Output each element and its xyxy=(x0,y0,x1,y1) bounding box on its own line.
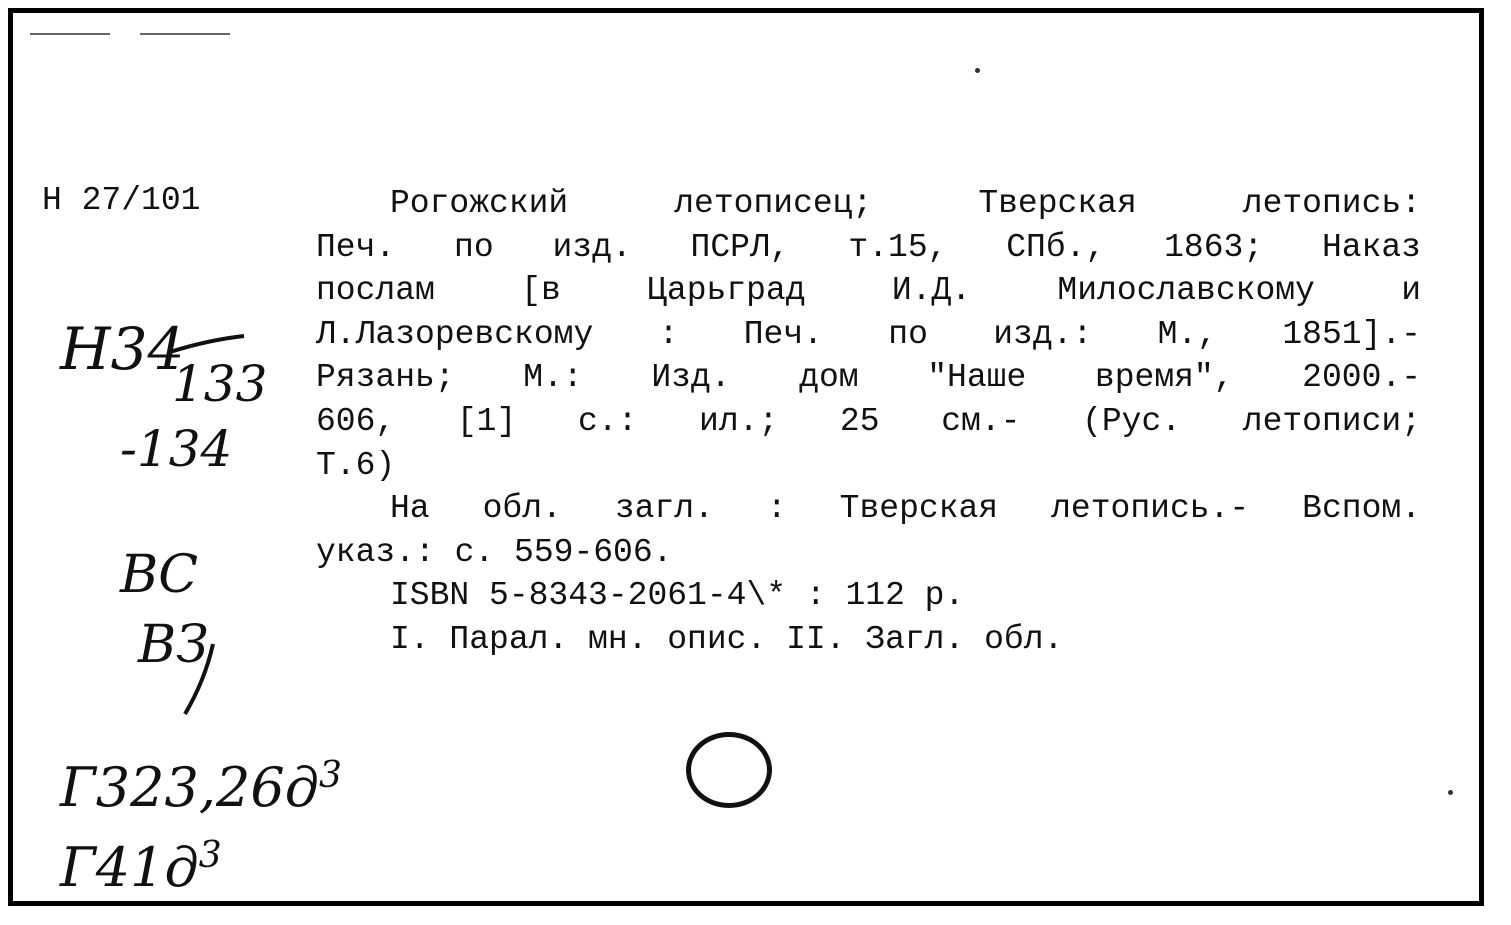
description-line: 606, [1] с.: ил.; 25 см.- (Рус. летописи; xyxy=(316,402,1421,440)
description-line: указ.: с. 559-606. xyxy=(316,533,673,571)
class-text: Г41д xyxy=(60,836,199,899)
handwritten-number: -134 xyxy=(120,420,233,478)
description-line: Рогожский летописец; Тверская летопись: xyxy=(390,185,1421,222)
description-line: Печ. по изд. ПСРЛ, т.15, СПб., 1863; Наказ xyxy=(316,228,1421,266)
handwritten-tail xyxy=(175,640,225,720)
description-line: I. Парал. мн. опис. II. Загл. обл. xyxy=(390,620,1064,658)
punch-hole-icon xyxy=(686,732,772,808)
scan-noise xyxy=(30,33,110,35)
shelf-mark: Н 27/101 xyxy=(42,182,201,219)
handwritten-class xyxy=(60,755,342,819)
scan-noise xyxy=(140,33,230,35)
description-line: ISBN 5-8343-2061-4\* : 112 р. xyxy=(390,577,965,615)
handwritten-mark: ВЗ xyxy=(138,615,209,675)
scan-noise xyxy=(1448,790,1453,795)
scan-noise xyxy=(975,68,980,73)
bibliographic-description xyxy=(316,182,1421,662)
description-line: Рязань; М.: Изд. дом "Наше время", 2000.- xyxy=(316,359,1421,397)
handwritten-mark: ВС xyxy=(120,545,198,605)
description-line: Т.6) xyxy=(316,446,396,484)
class-sup: 3 xyxy=(198,835,222,876)
handwritten-code: Н34 xyxy=(60,315,185,383)
description-line: На обл. загл. : Тверская летопись.- Вспом. xyxy=(390,490,1421,528)
class-sup: 3 xyxy=(318,755,342,796)
description-line: послам [в Царьград И.Д. Милославскому и xyxy=(316,272,1421,310)
handwritten-class xyxy=(60,835,222,899)
handwritten-number: 133 xyxy=(172,355,268,413)
class-text: Г323,26д xyxy=(60,756,319,819)
description-line: Л.Лазоревскому : Печ. по изд.: М., 1851].- xyxy=(316,315,1421,353)
